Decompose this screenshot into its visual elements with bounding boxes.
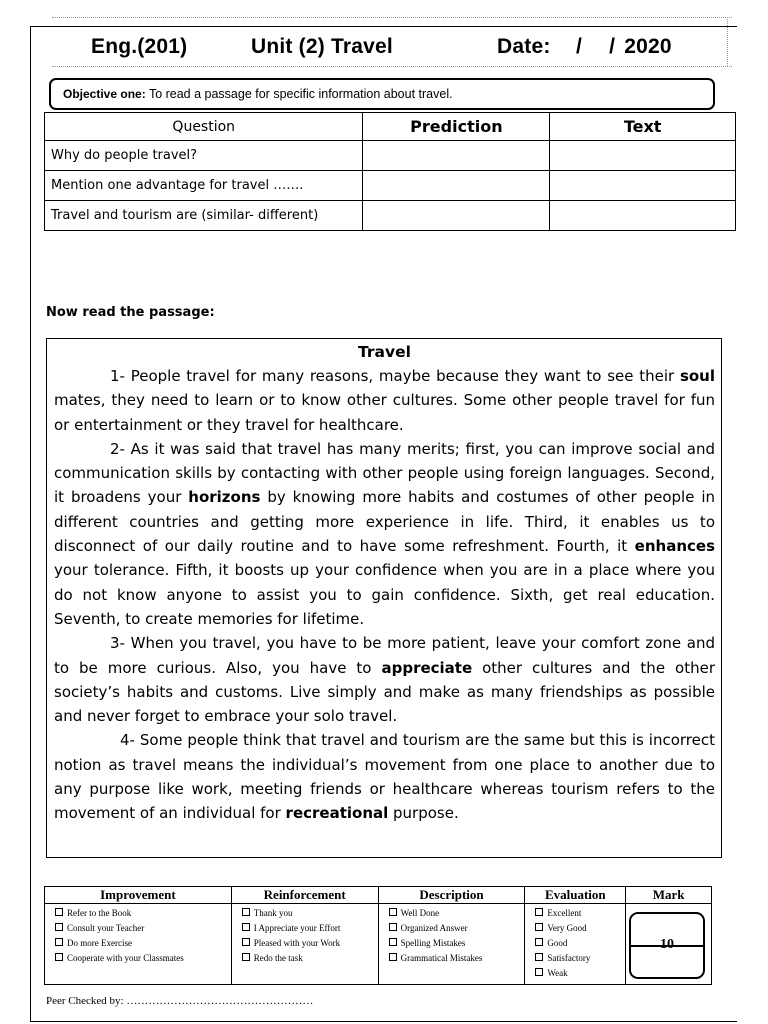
key-word: appreciate	[381, 658, 473, 677]
header-dotted-border-top	[52, 17, 732, 18]
checkbox-option[interactable]: Redo the task	[242, 951, 375, 966]
paragraph-number: 1-	[110, 367, 125, 385]
table-row	[45, 201, 736, 231]
passage-title: Travel	[358, 343, 411, 361]
checkbox-icon[interactable]	[389, 938, 397, 946]
objective-box	[49, 78, 715, 110]
checkbox-icon[interactable]	[389, 923, 397, 931]
question-cell: Why do people travel?	[45, 141, 363, 171]
key-word: soul	[679, 367, 715, 385]
checkbox-icon[interactable]	[535, 908, 543, 916]
header-description: Description	[378, 887, 525, 904]
checkbox-icon[interactable]	[389, 908, 397, 916]
checkbox-option[interactable]: Pleased with your Work	[242, 936, 375, 951]
objective-text: To read a passage for specific information about travel.	[148, 87, 453, 101]
question-cell: Mention one advantage for travel …….	[45, 171, 363, 201]
table-row	[45, 141, 736, 171]
header-mark: Mark	[626, 887, 712, 904]
date-value: / / 2020	[576, 35, 672, 58]
prediction-table-header	[45, 113, 736, 141]
checkbox-icon[interactable]	[535, 923, 543, 931]
reading-instruction: Now read the passage:	[46, 305, 215, 320]
key-word: recreational	[285, 804, 389, 823]
passage-paragraph-3: 3- When you travel, you have to be more patient, leave your comfort zone and to be more curious. Also, you have to appreciate other cultures and the other society’s habits and customs. Live simply and make as many friendships as possible and never forget to embrace your solo travel.	[54, 634, 715, 726]
evaluation-table	[44, 886, 712, 985]
checkbox-option[interactable]: Cooperate with your Classmates	[55, 951, 228, 966]
checkbox-icon[interactable]	[389, 953, 397, 961]
paragraph-number: 3-	[110, 634, 125, 653]
date-label: Date:	[497, 35, 551, 58]
checkbox-icon[interactable]	[535, 968, 543, 976]
checkbox-option[interactable]: Spelling Mistakes	[389, 936, 522, 951]
table-row	[45, 171, 736, 201]
objective-label: Objective one:	[63, 87, 146, 101]
checkbox-icon[interactable]	[242, 953, 250, 961]
checkbox-icon[interactable]	[55, 908, 63, 916]
paragraph-number: 2-	[110, 439, 125, 458]
checkbox-icon[interactable]	[535, 953, 543, 961]
unit-title: Unit (2) Travel	[251, 35, 393, 58]
checkbox-icon[interactable]	[55, 923, 63, 931]
prediction-table	[44, 112, 736, 231]
checkbox-option[interactable]: Grammatical Mistakes	[389, 951, 522, 966]
passage-paragraph-2: 2- As it was said that travel has many merits; first, you can improve social and communication skills by contacting with other people using foreign languages. Second, it broadens your horizons by knowing more habits and costumes of other people in different countries and getting more experience in life. Third, it enables us to disconnect of our daily routine and to have some refreshment. Fourth, it enhances your tolerance. Fifth, it boosts up your confidence when you are in a place where you do not know anyone to assist you to gain confidence. Sixth, get real education. Seventh, to create memories for lifetime.	[54, 439, 715, 628]
checkbox-option[interactable]: Excellent	[535, 906, 622, 921]
header-evaluation: Evaluation	[525, 887, 626, 904]
prediction-cell[interactable]	[363, 201, 550, 231]
text-cell[interactable]	[550, 141, 736, 171]
reinforcement-options	[231, 904, 378, 985]
checkbox-option[interactable]: Thank you	[242, 906, 375, 921]
key-word: horizons	[188, 488, 261, 507]
column-header-question: Question	[45, 113, 363, 141]
checkbox-option[interactable]: I Appreciate your Effort	[242, 921, 375, 936]
checkbox-icon[interactable]	[535, 938, 543, 946]
checkbox-icon[interactable]	[55, 953, 63, 961]
column-header-prediction: Prediction	[363, 113, 550, 141]
header-reinforcement: Reinforcement	[231, 887, 378, 904]
column-header-text: Text	[550, 113, 736, 141]
checkbox-option[interactable]: Organized Answer	[389, 921, 522, 936]
checkbox-icon[interactable]	[242, 923, 250, 931]
checkbox-option[interactable]: Good	[535, 936, 622, 951]
checkbox-option[interactable]: Well Done	[389, 906, 522, 921]
checkbox-option[interactable]: Very Good	[535, 921, 622, 936]
checkbox-option[interactable]: Refer to the Book	[55, 906, 228, 921]
checkbox-option[interactable]: Weak	[535, 966, 622, 981]
key-word: enhances	[634, 537, 715, 556]
improvement-options	[45, 904, 232, 985]
mark-total: 10	[660, 937, 674, 952]
header-improvement: Improvement	[45, 887, 232, 904]
text-cell[interactable]	[550, 201, 736, 231]
text-cell[interactable]	[550, 171, 736, 201]
description-options	[378, 904, 525, 985]
checkbox-icon[interactable]	[242, 938, 250, 946]
passage-box	[46, 338, 722, 858]
checkbox-icon[interactable]	[55, 938, 63, 946]
peer-check-line[interactable]: Peer Checked by: ……………………………………………	[46, 995, 314, 1007]
prediction-cell[interactable]	[363, 141, 550, 171]
evaluation-options	[525, 904, 626, 985]
evaluation-table-header	[45, 887, 712, 904]
paragraph-number: 4-	[120, 731, 135, 750]
passage-paragraph-1: 1- People travel for many reasons, maybe because they want to see their soul mates, they need to learn or to know other cultures. Some other people travel for fun or entertainment or they travel for healthcare.	[54, 367, 715, 434]
checkbox-option[interactable]: Consult your Teacher	[55, 921, 228, 936]
question-cell: Travel and tourism are (similar- different)	[45, 201, 363, 231]
course-code: Eng.(201)	[91, 35, 188, 58]
checkbox-option[interactable]: Do more Exercise	[55, 936, 228, 951]
checkbox-option[interactable]: Satisfactory	[535, 951, 622, 966]
worksheet-header	[30, 28, 736, 64]
prediction-cell[interactable]	[363, 171, 550, 201]
passage-paragraph-4: 4- Some people think that travel and tourism are the same but this is incorrect notion as travel means the individual’s movement from one place to another due to any purpose like work, meeting friends or healthcare whereas tourism refers to the movement of an individual for recreational purpose.	[54, 731, 715, 823]
checkbox-icon[interactable]	[242, 908, 250, 916]
